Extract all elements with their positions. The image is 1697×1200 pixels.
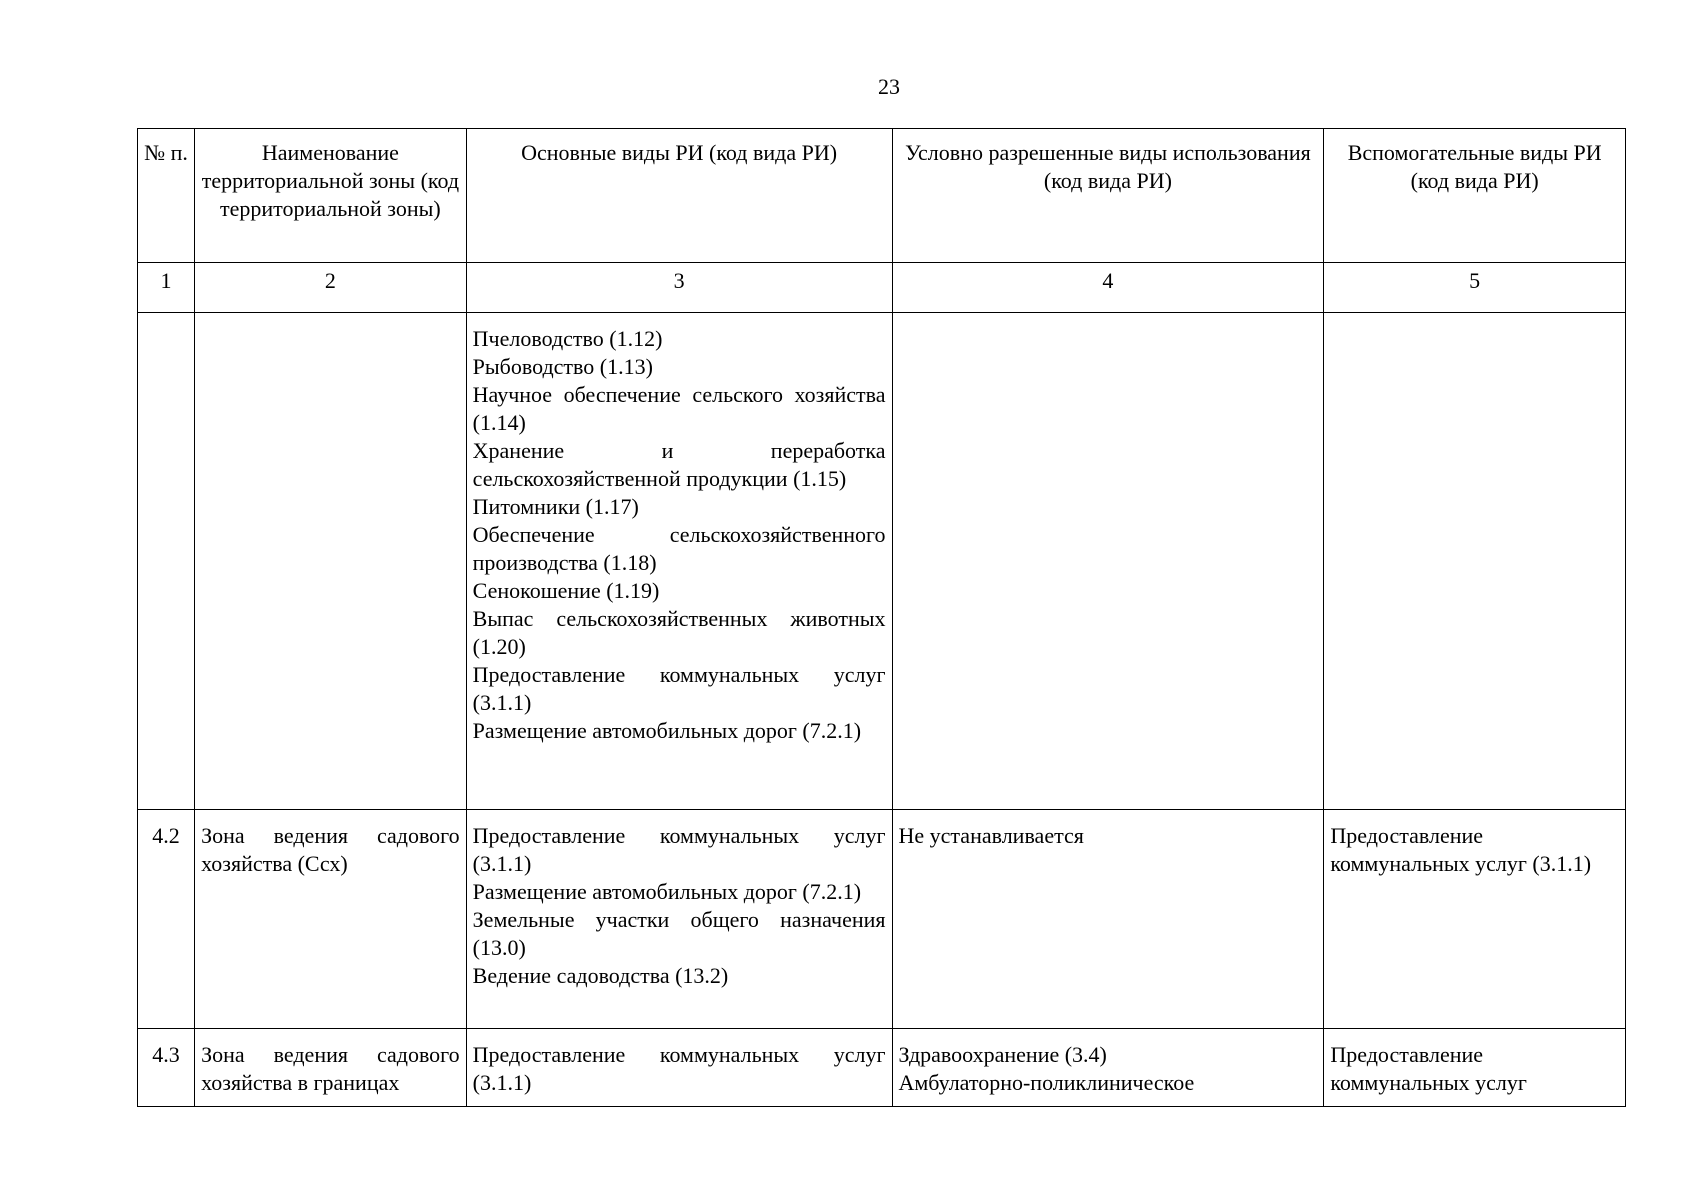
main-uses-cell — [466, 810, 892, 1029]
list-item: Пчеловодство (1.12) — [472, 326, 663, 351]
list-item: Предоставление коммунальных услуг — [1330, 1042, 1527, 1095]
list-item: Не устанавливается — [898, 823, 1084, 848]
auxiliary-uses-cell — [1324, 313, 1626, 810]
table-header-row — [138, 129, 1626, 263]
conditional-uses-cell — [892, 810, 1324, 1029]
column-number: 2 — [195, 263, 467, 313]
list-item: Сенокошение (1.19) — [472, 578, 660, 603]
header-zone-name: Наименование территориальной зоны (код территориальной зоны) — [195, 129, 467, 263]
list-item: Земельные участки общего назначения (13.0) — [472, 907, 886, 960]
list-item: Амбулаторно-поликлиническое — [898, 1070, 1195, 1095]
table-row — [138, 313, 1626, 810]
header-conditional-uses: Условно разрешенные виды использования (код вида РИ) — [892, 129, 1324, 263]
zone-name: Зона ведения садового хозяйства (Ссх) — [195, 810, 467, 1029]
column-numbers-row — [138, 263, 1626, 313]
row-number: 4.2 — [138, 810, 195, 1029]
list-item: Предоставление коммунальных услуг (3.1.1) — [472, 823, 886, 876]
list-item: Предоставление коммунальных услуг (3.1.1) — [472, 1042, 886, 1095]
table-row — [138, 1029, 1626, 1107]
auxiliary-uses-cell — [1324, 810, 1626, 1029]
column-number: 3 — [466, 263, 892, 313]
row-number: 4.3 — [138, 1029, 195, 1107]
list-item: Рыбоводство (1.13) — [472, 354, 653, 379]
column-number: 5 — [1324, 263, 1626, 313]
zone-name: Зона ведения садового хозяйства в границах — [195, 1029, 467, 1107]
header-auxiliary-uses: Вспомогательные виды РИ (код вида РИ) — [1324, 129, 1626, 263]
row-number — [138, 313, 195, 810]
list-item: Выпас сельскохозяйственных животных (1.20) — [472, 606, 886, 659]
list-item: Хранение и переработка сельскохозяйственной продукции (1.15) — [472, 438, 886, 491]
list-item: Обеспечение сельскохозяйственного производства (1.18) — [472, 522, 886, 575]
list-item: Размещение автомобильных дорог (7.2.1) — [472, 718, 862, 743]
list-item: Здравоохранение (3.4) — [898, 1042, 1107, 1067]
table-row — [138, 810, 1626, 1029]
column-number: 1 — [138, 263, 195, 313]
list-item: Научное обеспечение сельского хозяйства (1.14) — [472, 382, 886, 435]
page-number: 23 — [878, 74, 900, 99]
auxiliary-uses-cell — [1324, 1029, 1626, 1107]
list-item: Предоставление коммунальных услуг (3.1.1) — [472, 662, 886, 715]
main-uses-cell — [466, 1029, 892, 1107]
conditional-uses-cell — [892, 1029, 1324, 1107]
zones-table — [137, 128, 1626, 1107]
main-uses-cell — [466, 313, 892, 810]
list-item: Питомники (1.17) — [472, 494, 639, 519]
zone-name — [195, 313, 467, 810]
header-main-uses: Основные виды РИ (код вида РИ) — [466, 129, 892, 263]
list-item: Ведение садоводства (13.2) — [472, 963, 729, 988]
conditional-uses-cell — [892, 313, 1324, 810]
column-number: 4 — [892, 263, 1324, 313]
header-number: № п. — [138, 129, 195, 263]
list-item: Предоставление коммунальных услуг (3.1.1) — [1330, 823, 1592, 876]
list-item: Размещение автомобильных дорог (7.2.1) — [472, 879, 862, 904]
